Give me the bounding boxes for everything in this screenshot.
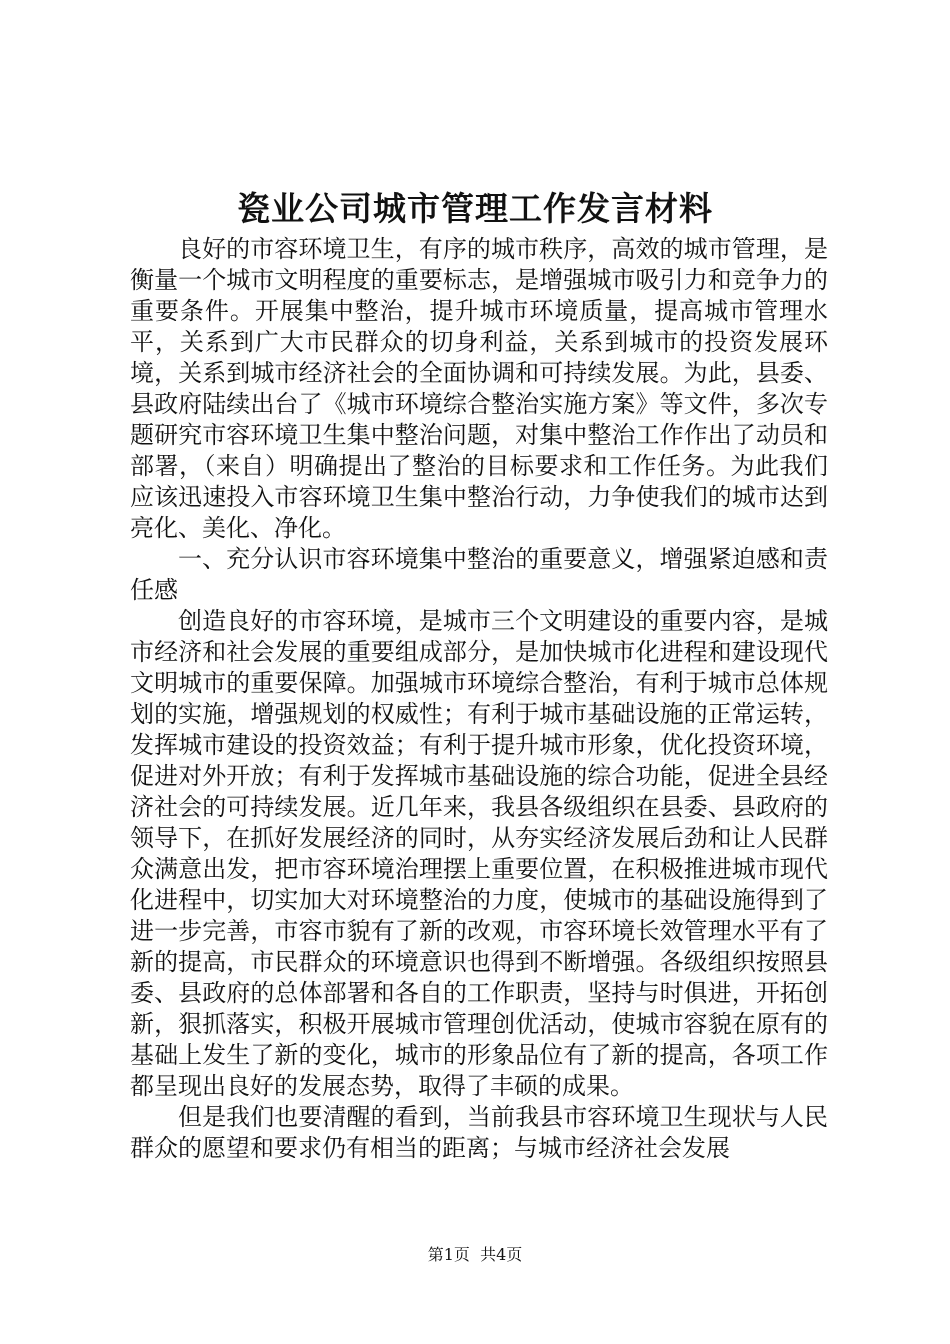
section-heading-1: 一、充分认识市容环境集中整治的重要意义，增强紧迫感和责任感: [130, 545, 828, 604]
paragraph-intro: 良好的市容环境卫生，有序的城市秩序，高效的城市管理，是衡量一个城市文明程度的重要标志，是增强城市吸引力和竞争力的重要条件。开展集中整治，提升城市环境质量，提高城市管理水平，关系到广大市民群众的切身利益，关系到城市的投资发展环境，关系到城市经济社会的全面协调和可持续发展。为此，县委、县政府陆续出台了《城市环境综合整治实施方案》等文件，多次专题研究市容环境卫生集中整治问题，对集中整治工作作出了动员和部署，（来自）明确提出了整治的目标要求和工作任务。为此我们应该迅速投入市容环境卫生集中整治行动，力争使我们的城市达到亮化、美化、净化。: [130, 235, 828, 542]
document-title: 瓷业公司城市管理工作发言材料: [237, 189, 713, 228]
paragraph-section-1: 创造良好的市容环境，是城市三个文明建设的重要内容，是城市经济和社会发展的重要组成部分，是加快城市化进程和建设现代文明城市的重要保障。加强城市环境综合整治，有利于城市总体规划的实施，增强规划的权威性；有利于城市基础设施的正常运转，发挥城市建设的投资效益；有利于提升城市形象，优化投资环境，促进对外开放；有利于发挥城市基础设施的综合功能，促进全县经济社会的可持续发展。近几年来，我县各级组织在县委、县政府的领导下，在抓好发展经济的同时，从夯实经济发展后劲和让人民群众满意出发，把市容环境治理摆上重要位置，在积极推进城市现代化进程中，切实加大对环境整治的力度，使城市的基础设施得到了进一步完善，市容市貌有了新的改观，市容环境长效管理水平有了新的提高，市民群众的环境意识也得到不断增强。各级组织按照县委、县政府的总体部署和各自的工作职责，坚持与时俱进，开拓创新，狠抓落实，积极开展城市管理创优活动，使城市容貌在原有的基础上发生了新的变化，城市的形象品位有了新的提高，各项工作都呈现出良好的发展态势，取得了丰硕的成果。: [130, 607, 828, 1100]
page-number-total: 共4页: [480, 1245, 523, 1264]
page-footer: [0, 1245, 950, 1265]
paragraph-continuation: 但是我们也要清醒的看到，当前我县市容环境卫生现状与人民群众的愿望和要求仍有相当的距离；与城市经济社会发展: [130, 1103, 828, 1162]
page-number-current: 第1页: [427, 1245, 470, 1264]
document-body: [130, 234, 828, 1164]
